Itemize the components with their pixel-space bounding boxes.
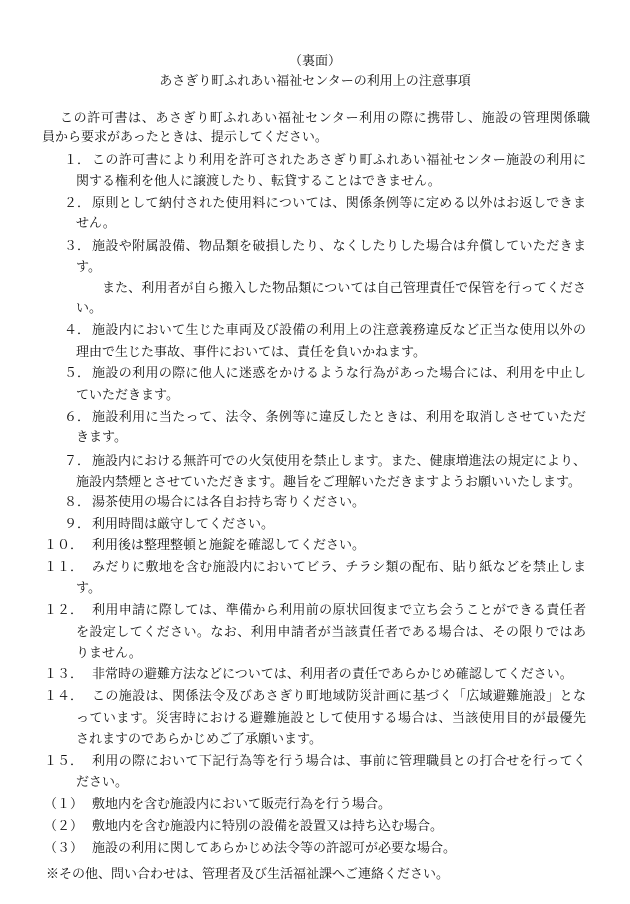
item-text: す。	[76, 260, 101, 275]
item-text: 施設内において生じた車両及び設備の利用上の注意義務違反など正当な使用以外の	[92, 323, 586, 338]
item-text: 施設内における無許可での火気使用を禁止します。また、健康増進法の規定により、	[92, 454, 586, 469]
subitem-text: 敷地内を含む施設内において販売行為を行う場合。	[92, 797, 392, 812]
item-text: 理由で生じた事故、事件においては、責任を負いかねます。	[76, 345, 426, 360]
item-text: 施設利用に当たって、法令、条例等に違反したときは、利用を取消しさせていただ	[92, 410, 586, 425]
item-text: 関する権利を他人に譲渡したり、転貸することはできません。	[76, 174, 441, 189]
item-number: １１．	[44, 560, 84, 575]
item-number: ７．	[64, 454, 91, 469]
item-text: ていただきます。	[76, 388, 179, 403]
item-text: また、利用者が自ら搬入した物品類については自己管理責任で保管を行ってくださ	[102, 281, 586, 296]
item-text: りません。	[76, 646, 142, 661]
item-number: １０．	[44, 538, 84, 553]
item-text: 施設内禁煙とさせていただきます。趣旨をご理解いただきますようお願いいたします。	[76, 475, 581, 490]
item-number: ３．	[64, 239, 91, 254]
item-text: 利用の際において下記行為等を行う場合は、事前に管理職員との打合せを行ってく	[92, 754, 586, 769]
item-number: １２．	[44, 603, 84, 618]
item-text: されますのであらかじめご了承願います。	[76, 732, 322, 747]
item-text: 利用時間は厳守してください。	[92, 517, 275, 532]
item-text: せん。	[76, 216, 116, 231]
item-text: す。	[76, 581, 101, 596]
page-subtitle: （裏面）	[288, 54, 341, 69]
item-text: みだりに敷地を含む施設内においてビラ、チラシ類の配布、貼り紙などを禁止しま	[92, 560, 586, 575]
item-text: っています。災害時における避難施設として使用する場合は、当該使用目的が最優先	[76, 711, 586, 726]
item-text: い。	[76, 301, 103, 316]
item-number: ８．	[64, 495, 91, 510]
subitem-number: （２）	[44, 819, 84, 834]
intro-text: この許可書は、あさぎり町ふれあい福祉センター利用の際に携帯し、施設の管理関係職	[60, 111, 590, 126]
item-text: 非常時の避難方法などについては、利用者の責任であらかじめ確認してください。	[92, 667, 573, 682]
item-number: １．	[64, 153, 91, 168]
page-title: あさぎり町ふれあい福祉センターの利用上の注意事項	[159, 74, 471, 89]
footer-note: ※その他、問い合わせは、管理者及び生活福祉課へご連絡ください。	[46, 867, 450, 882]
item-number: ６．	[64, 410, 91, 425]
subitem-number: （１）	[44, 797, 84, 812]
item-text: 原則として納付された使用料については、関係条例等に定める以外はお返しできま	[92, 196, 586, 211]
item-text: 利用後は整理整頓と施錠を確認してください。	[92, 538, 366, 553]
intro-text: 員から要求があったときは、提示してください。	[42, 130, 328, 145]
subitem-text: 敷地内を含む施設内に特別の設備を設置又は持ち込む場合。	[92, 819, 444, 834]
item-number: ５．	[64, 366, 91, 381]
item-text: 湯茶使用の場合には各自お持ち寄りください。	[92, 495, 366, 510]
item-text: 施設や附属設備、物品類を破損したり、なくしたりした場合は弁償していただきま	[92, 239, 586, 254]
item-text: この施設は、関係法令及びあさぎり町地域防災計画に基づく「広域避難施設」とな	[92, 689, 586, 704]
subitem-text: 施設の利用に関してあらかじめ法令等の許認可が必要な場合。	[92, 841, 457, 856]
item-text: 施設の利用の際に他人に迷惑をかけるような行為があった場合には、利用を中止し	[92, 366, 586, 381]
item-number: ２．	[64, 196, 91, 211]
item-text: きます。	[76, 430, 127, 445]
subitem-number: （３）	[44, 841, 84, 856]
item-number: １４．	[44, 689, 84, 704]
item-text: 利用申請に際しては、準備から利用前の原状回復まで立ち会うことができる責任者	[92, 603, 586, 618]
item-text: ださい。	[76, 775, 129, 790]
item-number: １５．	[44, 754, 84, 769]
item-number: ９．	[64, 517, 91, 532]
item-text: この許可書により利用を許可されたあさぎり町ふれあい福祉センター施設の利用に	[92, 153, 586, 168]
item-number: １３．	[44, 667, 84, 682]
item-number: ４．	[64, 323, 91, 338]
item-text: を設定してください。なお、利用申請者が当該責任者である場合は、その限りではあ	[76, 625, 586, 640]
